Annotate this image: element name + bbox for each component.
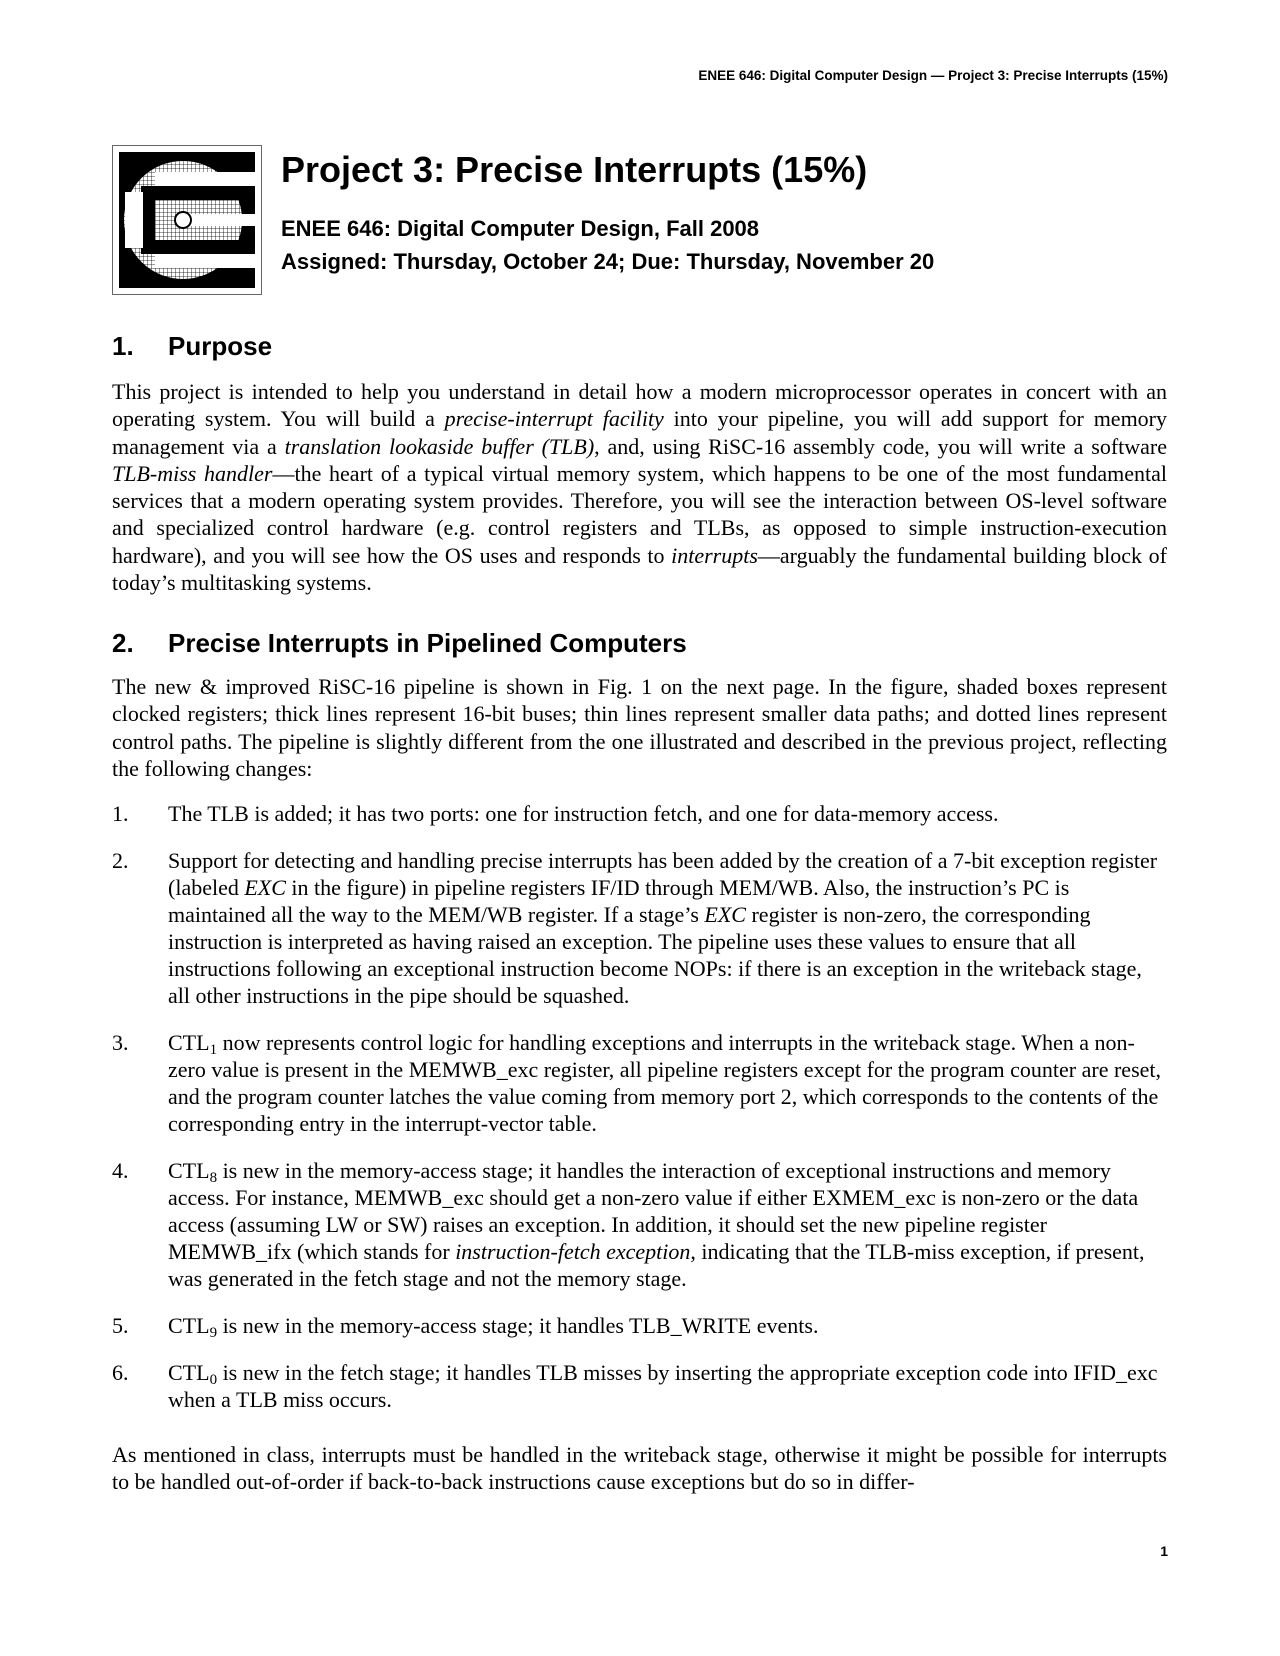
emphasis: interrupts	[671, 542, 758, 568]
section-title: Purpose	[168, 331, 273, 361]
text-run: , and, using RiSC-16 assembly code, you will write a software	[594, 433, 1167, 459]
section-heading-precise-interrupts	[112, 627, 687, 659]
ctl-subscript: 0	[209, 1372, 218, 1388]
emphasis: instruction-fetch exception	[455, 1239, 691, 1264]
section-title: Precise Interrupts in Pipelined Computers	[168, 628, 687, 658]
ctl-label: CTL	[168, 1360, 210, 1385]
emphasis: EXC	[244, 875, 286, 900]
ctl-subscript: 8	[209, 1170, 218, 1186]
list-number: 6.	[112, 1360, 129, 1385]
changes-list	[112, 800, 1167, 1433]
ctl-subscript: 1	[209, 1042, 218, 1058]
list-number: 4.	[112, 1158, 129, 1183]
text-run: into your pipeline, you will add support for memory management via a	[112, 406, 1168, 459]
text-run: This project is intended to help you understand in detail how a modern microprocessor operates in concert with an operating system. You will build a	[112, 379, 1167, 432]
section-number: 1.	[112, 331, 134, 361]
list-text: now represents control logic for handling exceptions and interrupts in the writeback stage. When a non-zero value is present in the MEMWB_exc register, all pipeline registers except for the program counter are reset, and the program counter latches the value coming from memory port 2, which corresponds to the contents of the corresponding entry in the interrupt-vector table.	[168, 1030, 1162, 1136]
page-title: Project 3: Precise Interrupts (15%)	[281, 149, 868, 190]
emphasis: precise-interrupt facility	[444, 406, 664, 432]
list-text: The TLB is added; it has two ports: one for instruction fetch, and one for data-memory access.	[168, 801, 999, 826]
list-item	[112, 1359, 1167, 1413]
ctl-label: CTL	[168, 1030, 210, 1055]
list-text: is new in the memory-access stage; it handles the interaction of exceptional instructions and memory access. For instance, MEMWB_exc should get a non-zero value if either EXMEM_exc is non-zero or the data access (assuming LW or SW) raises an exception. In addition, it should set the new pipeline register MEMWB_ifx (which stands for	[168, 1158, 1139, 1264]
section-number: 2.	[112, 628, 134, 658]
list-text: , indicating that the TLB-miss exception, if present, was generated in the fetch stage and not the memory stage.	[168, 1239, 1145, 1291]
list-item	[112, 1312, 1167, 1339]
purpose-paragraph	[112, 378, 1167, 596]
list-item	[112, 1157, 1167, 1292]
list-item	[112, 800, 1167, 827]
section-heading-purpose	[112, 330, 272, 362]
department-logo	[112, 145, 262, 295]
list-item	[112, 847, 1167, 1009]
list-text: is new in the fetch stage; it handles TLB misses by inserting the appropriate exception code into IFID_exc when a TLB miss occurs.	[168, 1360, 1158, 1412]
list-number: 1.	[112, 801, 129, 826]
dates-line: Assigned: Thursday, October 24; Due: Thursday, November 20	[281, 249, 935, 274]
emphasis: translation lookaside buffer (TLB)	[284, 433, 595, 459]
list-text: in the figure) in pipeline registers IF/ID through MEM/WB. Also, the instruction’s PC is maintained all the way to the MEM/WB register. If a stage’s	[168, 875, 1070, 927]
text-run: —arguably the fundamental building block of today’s multitasking systems.	[112, 542, 1167, 596]
page-number: 1	[1160, 1543, 1168, 1559]
course-line: ENEE 646: Digital Computer Design, Fall 2008	[281, 216, 760, 241]
emphasis: TLB-miss handler	[112, 460, 273, 486]
list-number: 3.	[112, 1030, 129, 1055]
list-text: is new in the memory-access stage; it handles TLB_WRITE events.	[217, 1313, 819, 1338]
list-number: 2.	[112, 848, 129, 873]
ctl-label: CTL	[168, 1313, 210, 1338]
list-number: 5.	[112, 1313, 129, 1338]
ece-logo-graphic	[119, 152, 255, 288]
list-text: register is non-zero, the corresponding instruction is interpreted as having raised an exception. The pipeline uses these values to ensure that all instructions following an exceptional instruction become NOPs: if there is an exception in the writeback stage, all other instructions in the pipe should be squashed.	[168, 902, 1142, 1008]
ctl-subscript: 9	[209, 1325, 218, 1341]
text-run: —the heart of a typical virtual memory system, which happens to be one of the most fundamental services that a modern operating system provides. Therefore, you will see the interaction between OS-level software and specialized control hardware (e.g. control registers and TLBs, as opposed to simple instruction-execution hardware), and you will see how the OS uses and responds to	[112, 460, 1167, 568]
list-text: Support for detecting and handling precise interrupts has been added by the creation of a 7-bit exception register (labeled	[168, 848, 1158, 900]
pipeline-intro-paragraph: The new & improved RiSC-16 pipeline is shown in Fig. 1 on the next page. In the figure, shaded boxes represent clocked registers; thick lines represent 16-bit buses; thin lines represent smaller data paths; and dotted lines represent control paths. The pipeline is slightly different from the one illustrated and described in the previous project, reflecting the following changes:	[112, 674, 1167, 781]
closing-paragraph: As mentioned in class, interrupts must be handled in the writeback stage, otherwise it might be possible for interrupts to be handled out-of-order if back-to-back instructions cause exceptions but do so in differ-	[112, 1442, 1167, 1495]
ctl-label: CTL	[168, 1158, 210, 1183]
running-head: ENEE 646: Digital Computer Design — Project 3: Precise Interrupts (15%)	[698, 68, 1168, 83]
list-item	[112, 1029, 1167, 1137]
emphasis: EXC	[704, 902, 746, 927]
